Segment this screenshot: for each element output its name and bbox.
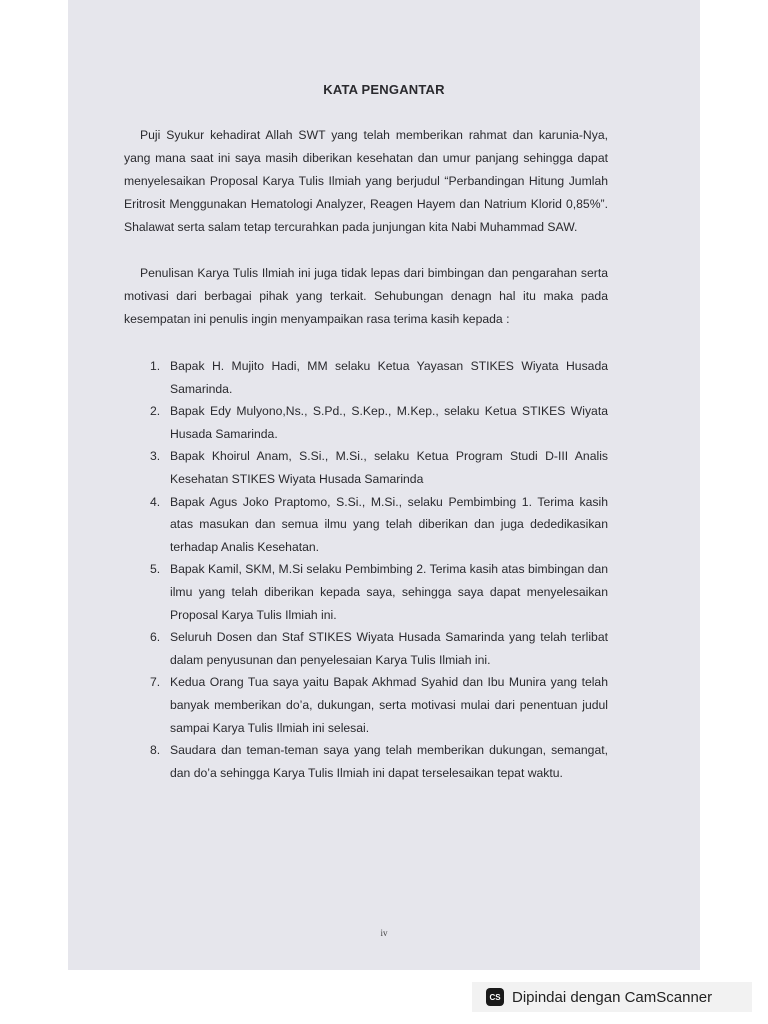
list-item-text: Bapak Kamil, SKM, M.Si selaku Pembimbing 2. Terima kasih atas bimbingan dan ilmu yang telah diberikan kepada saya, sehingga saya dapat menyelesaikan Proposal Karya Tulis Ilmiah ini. [170,562,608,622]
list-item-number: 4. [150,494,161,509]
list-item-text: Bapak Edy Mulyono,Ns., S.Pd., S.Kep., M.Kep., selaku Ketua STIKES Wiyata Husada Samarinda. [170,404,608,441]
list-item-text: Kedua Orang Tua saya yaitu Bapak Akhmad Syahid dan Ibu Munira yang telah banyak memberikan do’a, dukungan, serta motivasi mulai dari penentuan judul sampai Karya Tulis Ilmiah ini selesai. [170,675,608,735]
list-item [150,400,608,445]
list-item [150,739,608,784]
list-item-text: Bapak Agus Joko Praptomo, S.Si., M.Si., selaku Pembimbing 1. Terima kasih atas masukan dan semua ilmu yang telah diberikan dan juga dededikasikan terhadap Analis Kesehatan. [170,494,608,554]
paragraph-opening [124,124,608,239]
list-item-text: Seluruh Dosen dan Staf STIKES Wiyata Husada Samarinda yang telah terlibat dalam penyusunan dan penyelesaian Karya Tulis Ilmiah ini. [170,630,608,667]
list-item [150,445,608,490]
list-item-number: 5. [150,562,161,577]
page-number: iv [380,928,388,938]
camscanner-watermark [472,982,752,1012]
list-item-text: Bapak H. Mujito Hadi, MM selaku Ketua Yayasan STIKES Wiyata Husada Samarinda. [170,359,608,396]
page-title: KATA PENGANTAR [323,82,445,97]
list-item-number: 1. [150,359,161,373]
list-item-text: Saudara dan teman-teman saya yang telah memberikan dukungan, semangat, dan do’a sehingga Karya Tulis Ilmiah ini dapat terselesaikan tepat waktu. [170,743,608,780]
camscanner-label: Dipindai dengan CamScanner [512,988,713,1006]
list-item [150,355,608,400]
list-item [150,626,608,671]
paragraph-intro [124,262,608,331]
acknowledgement-list [150,355,608,784]
list-item-text: Bapak Khoirul Anam, S.Si., M.Si., selaku Ketua Program Studi D-III Analis Kesehatan STIKES Wiyata Husada Samarinda [170,449,608,486]
list-item-number: 7. [150,675,161,690]
list-item [150,671,608,739]
list-item-number: 2. [150,404,161,419]
camscanner-logo-icon: CS [486,988,504,1006]
document-page [68,0,700,970]
paragraph-opening-text: Puji Syukur kehadirat Allah SWT yang telah memberikan rahmat dan karunia-Nya, yang mana saat ini saya masih diberikan kesehatan dan umur panjang sehingga dapat menyelesaikan Proposal Karya Tulis Ilmiah yang berjudul “Perbandingan Hitung Jumlah Eritrosit Menggunakan Hematologi Analyzer, Reagen Hayem dan Natrium Klorid 0,85%”. Shalawat serta salam tetap tercurahkan pada junjungan kita Nabi Muhammad SAW. [124,128,608,234]
list-item [150,558,608,626]
list-item-number: 8. [150,743,161,758]
list-item-number: 3. [150,449,161,464]
list-item [150,491,608,559]
paragraph-intro-text: Penulisan Karya Tulis Ilmiah ini juga tidak lepas dari bimbingan dan pengarahan serta motivasi dari berbagai pihak yang terkait. Sehubungan denagn hal itu maka pada kesempatan ini penulis ingin menyampaikan rasa terima kasih kepada : [124,266,608,326]
list-item-number: 6. [150,630,161,645]
